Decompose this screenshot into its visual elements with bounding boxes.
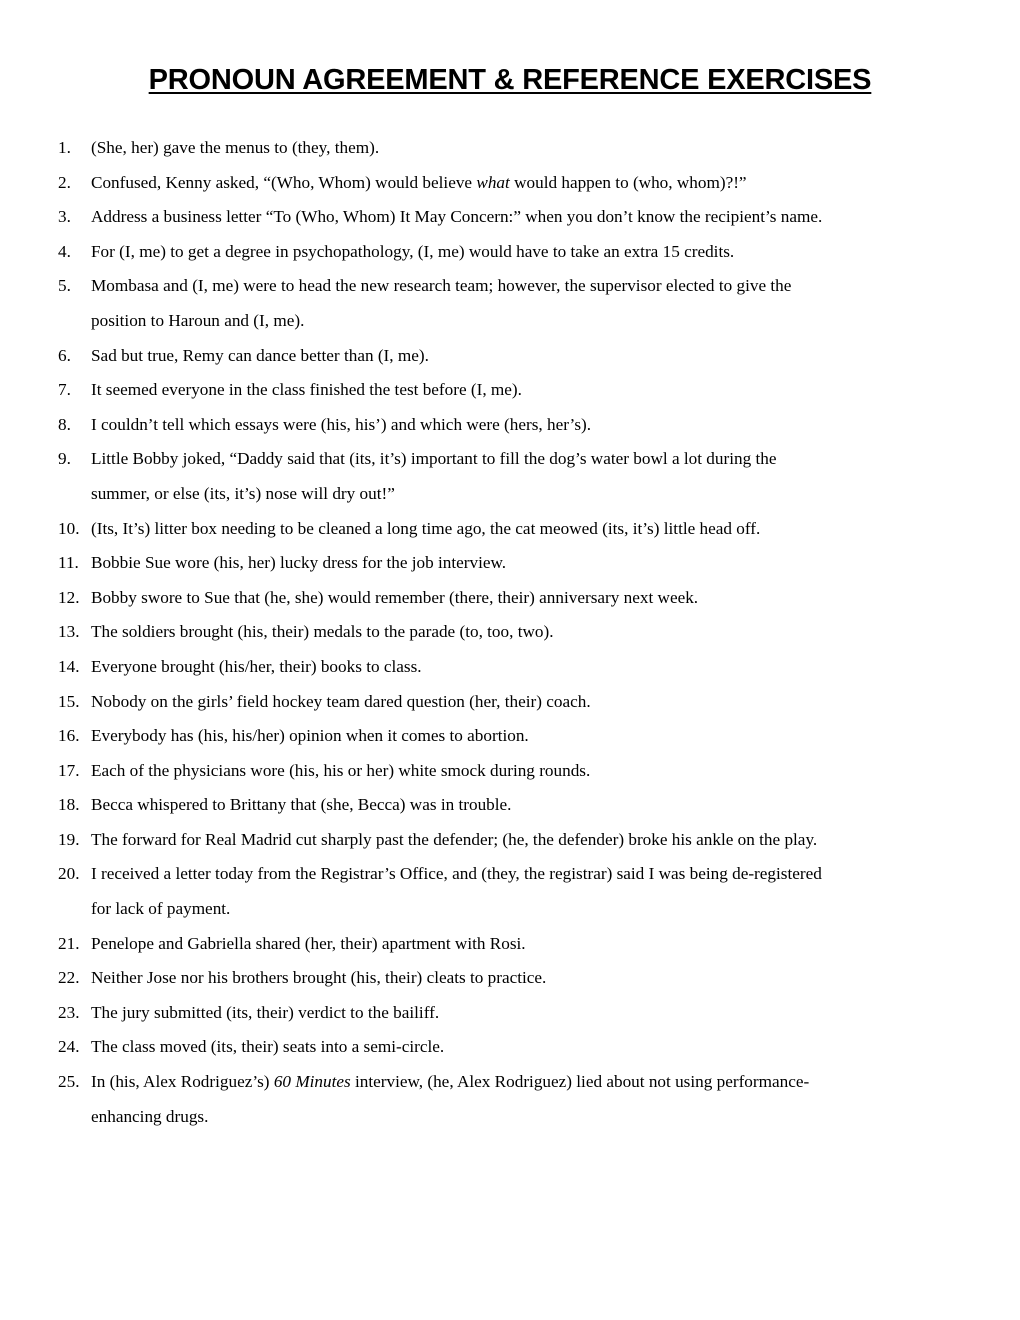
exercise-text xyxy=(91,1072,809,1091)
exercise-text xyxy=(91,553,506,572)
exercise-text xyxy=(91,692,591,711)
exercise-item xyxy=(0,546,1020,581)
text-segment: Address a business letter “To (Who, Whom) It May Concern:” when you don’t know the recipient’s name. xyxy=(91,207,823,227)
exercise-item xyxy=(0,235,1020,270)
exercise-text xyxy=(91,207,822,226)
text-segment: Nobody on the girls’ field hockey team dared question (her, their) coach. xyxy=(91,691,591,711)
exercise-text xyxy=(91,726,529,745)
text-segment: Each of the physicians wore (his, his or her) white smock during rounds. xyxy=(91,760,591,780)
exercise-item xyxy=(0,719,1020,754)
exercise-number: 16. xyxy=(58,726,80,746)
exercise-number: 1. xyxy=(58,138,71,157)
exercise-item xyxy=(0,269,1020,304)
exercise-text xyxy=(91,519,760,538)
text-segment: (She, her) gave the menus to (they, them). xyxy=(91,138,380,157)
exercise-number: 12. xyxy=(58,587,80,607)
exercise-item xyxy=(0,512,1020,547)
exercise-number: 24. xyxy=(58,1037,80,1057)
exercise-text xyxy=(91,415,591,434)
exercise-text xyxy=(91,380,522,399)
exercise-number: 2. xyxy=(58,172,71,192)
exercise-text xyxy=(91,1037,444,1056)
exercise-item xyxy=(0,788,1020,823)
exercise-item xyxy=(0,996,1020,1031)
exercise-item xyxy=(0,927,1020,962)
exercise-item xyxy=(0,339,1020,374)
exercise-text xyxy=(91,968,546,987)
exercise-number: 13. xyxy=(58,622,80,642)
italic-title: 60 Minutes xyxy=(273,1072,351,1092)
exercise-number: 7. xyxy=(58,380,71,400)
text-segment: Confused, Kenny asked, “(Who, Whom) would believe xyxy=(91,172,477,192)
text-segment: interview, (he, Alex Rodriguez) lied about not using performance- xyxy=(350,1072,810,1092)
exercise-number: 9. xyxy=(58,449,71,469)
exercise-item xyxy=(0,200,1020,235)
text-segment: would happen to (who, whom)?!” xyxy=(509,172,747,192)
text-segment: The soldiers brought (his, their) medals to the parade (to, too, two). xyxy=(91,622,554,642)
exercise-item-continuation xyxy=(0,892,1020,927)
text-segment: I received a letter today from the Registrar’s Office, and (they, the registrar) said I was being de-registered xyxy=(91,864,822,884)
exercise-text xyxy=(91,173,747,192)
exercise-text xyxy=(91,622,554,641)
exercise-text xyxy=(91,830,817,849)
text-segment: for lack of payment. xyxy=(91,899,231,919)
text-segment: The forward for Real Madrid cut sharply past the defender; (he, the defender) broke his ankle on the play. xyxy=(91,829,818,849)
exercise-number: 22. xyxy=(58,968,80,988)
exercise-number: 21. xyxy=(58,933,80,953)
text-segment: I couldn’t tell which essays were (his, his’) and which were (hers, her’s). xyxy=(91,414,592,434)
exercise-number: 23. xyxy=(58,1002,80,1022)
exercise-text xyxy=(91,657,422,676)
text-segment: For (I, me) to get a degree in psychopathology, (I, me) would have to take an extra 15 credits. xyxy=(91,241,735,261)
text-segment: Everybody has (his, his/her) opinion when it comes to abortion. xyxy=(91,726,529,746)
text-segment: The jury submitted (its, their) verdict to the bailiff. xyxy=(91,1002,440,1022)
text-segment: Bobbie Sue wore (his, her) lucky dress for the job interview. xyxy=(91,553,507,573)
text-segment: Mombasa and (I, me) were to head the new research team; however, the supervisor elected to give the xyxy=(91,276,792,296)
italic-title: what xyxy=(476,172,510,192)
text-segment: Little Bobby joked, “Daddy said that (its, it’s) important to fill the dog’s water bowl a lot during the xyxy=(91,449,777,469)
exercise-text xyxy=(91,242,734,261)
exercise-item xyxy=(0,961,1020,996)
exercise-item-continuation xyxy=(0,477,1020,512)
page-title: PRONOUN AGREEMENT & REFERENCE EXERCISES xyxy=(148,64,872,96)
text-segment: In (his, Alex Rodriguez’s) xyxy=(91,1072,274,1092)
text-segment: Penelope and Gabriella shared (her, their) apartment with Rosi. xyxy=(91,933,526,953)
exercise-item xyxy=(0,857,1020,892)
exercise-item xyxy=(0,615,1020,650)
text-segment: Neither Jose nor his brothers brought (his, their) cleats to practice. xyxy=(91,968,547,988)
text-segment: The class moved (its, their) seats into a semi-circle. xyxy=(91,1037,445,1057)
exercise-item xyxy=(0,581,1020,616)
exercise-item xyxy=(0,442,1020,477)
exercise-item xyxy=(0,650,1020,685)
exercise-text xyxy=(91,276,791,295)
exercise-number: 25. xyxy=(58,1072,80,1092)
exercise-text xyxy=(91,761,590,780)
exercise-text xyxy=(91,311,304,330)
exercise-number: 11. xyxy=(58,553,79,573)
exercise-text xyxy=(91,864,822,883)
exercise-number: 20. xyxy=(58,864,80,884)
exercise-number: 6. xyxy=(58,345,71,365)
text-segment: Becca whispered to Brittany that (she, Becca) was in trouble. xyxy=(91,795,512,815)
exercise-number: 3. xyxy=(58,207,71,227)
exercise-number: 17. xyxy=(58,760,80,780)
exercise-text xyxy=(91,1003,439,1022)
exercise-number: 18. xyxy=(58,795,80,815)
exercise-item xyxy=(0,408,1020,443)
exercise-item-continuation xyxy=(0,1100,1020,1135)
exercise-number: 10. xyxy=(58,518,80,538)
exercise-item-continuation xyxy=(0,304,1020,339)
text-segment: Bobby swore to Sue that (he, she) would remember (there, their) anniversary next week. xyxy=(91,587,699,607)
exercise-item xyxy=(0,754,1020,789)
exercise-text xyxy=(91,588,698,607)
exercise-item xyxy=(0,823,1020,858)
exercise-item xyxy=(0,131,1020,166)
exercise-text xyxy=(91,449,776,468)
exercise-text xyxy=(91,795,511,814)
exercise-list xyxy=(0,131,1020,1134)
text-segment: It seemed everyone in the class finished the test before (I, me). xyxy=(91,380,522,400)
text-segment: Sad but true, Remy can dance better than (I, me). xyxy=(91,345,429,365)
exercise-text xyxy=(91,346,429,365)
text-segment: enhancing drugs. xyxy=(91,1106,209,1126)
exercise-number: 14. xyxy=(58,656,80,676)
text-segment: Everyone brought (his/her, their) books to class. xyxy=(91,656,422,676)
exercise-text xyxy=(91,1107,208,1126)
exercise-text xyxy=(91,934,526,953)
exercise-item xyxy=(0,685,1020,720)
exercise-number: 5. xyxy=(58,276,71,296)
exercise-text xyxy=(91,899,230,918)
exercise-item xyxy=(0,1030,1020,1065)
text-segment: position to Haroun and (I, me). xyxy=(91,310,305,330)
exercise-text xyxy=(91,484,395,503)
exercise-item xyxy=(0,373,1020,408)
exercise-number: 19. xyxy=(58,829,80,849)
exercise-number: 15. xyxy=(58,691,80,711)
exercise-number: 4. xyxy=(58,241,71,261)
text-segment: summer, or else (its, it’s) nose will dry out!” xyxy=(91,483,395,503)
exercise-number: 8. xyxy=(58,414,71,434)
exercise-item xyxy=(0,166,1020,201)
exercise-item xyxy=(0,1065,1020,1100)
exercise-text xyxy=(91,138,379,157)
text-segment: (Its, It’s) litter box needing to be cleaned a long time ago, the cat meowed (its, it’s) little head off. xyxy=(91,518,761,538)
